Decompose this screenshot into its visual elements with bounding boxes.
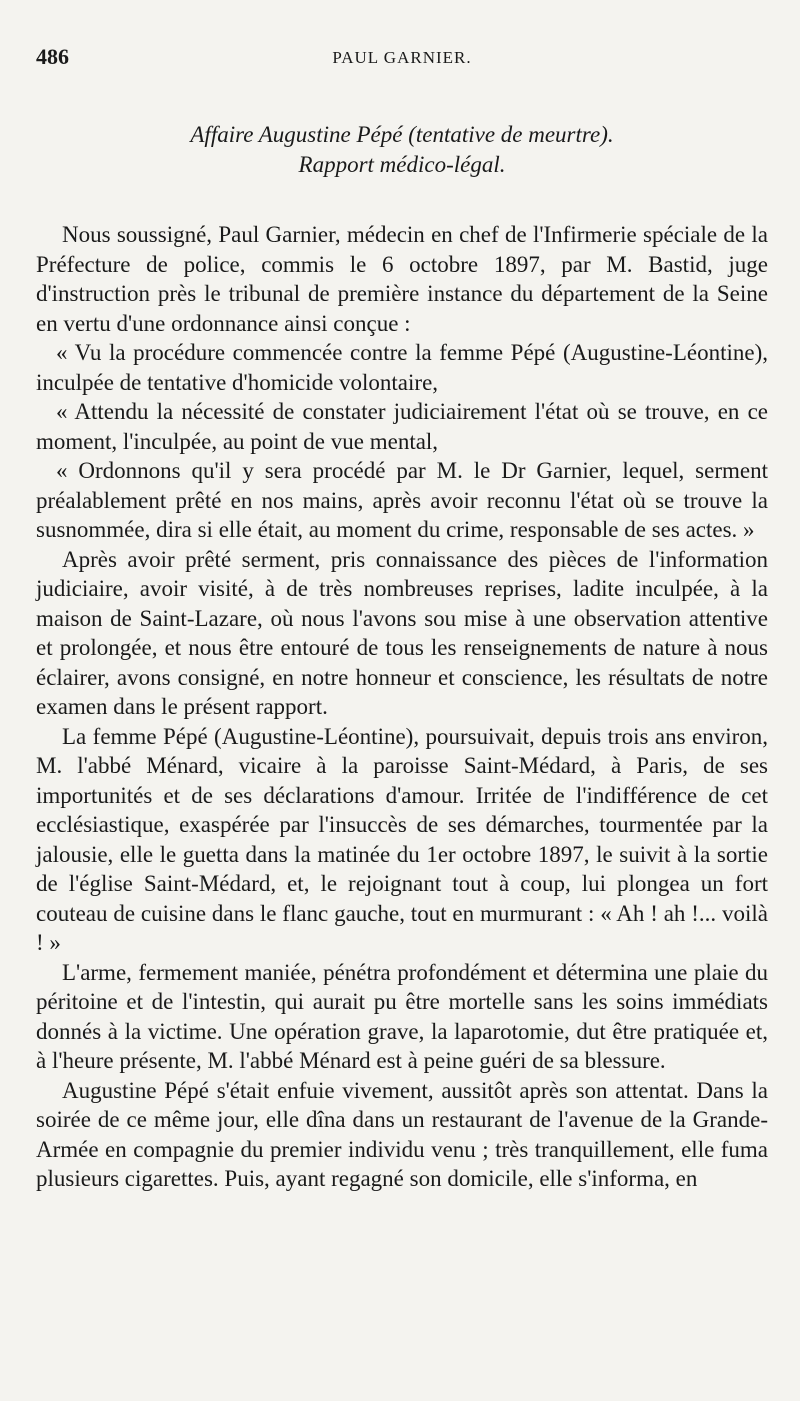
- body-text: [36, 220, 768, 1194]
- page-number: 486: [36, 44, 69, 69]
- quote-paragraph: « Vu la procédure commencée contre la femme Pépé (Augustine-Léontine), inculpée de tentative d'homicide volontaire,: [36, 340, 768, 395]
- paragraph: L'arme, fermement maniée, pénétra profondément et détermina une plaie du péritoine et de l'intestin, qui aurait pu être mortelle sans les soins immédiats donnés à la victime. Une opération grave, la laparotomie, dut être pratiquée et, à l'heure présente, M. l'abbé Ménard est à peine guéri de sa blessure.: [36, 959, 768, 1073]
- quote-paragraph: « Ordonnons qu'il y sera procédé par M. le Dr Garnier, lequel, serment préalablement prêté en nos mains, après avoir reconnu l'état où se trouve la susnommée, dira si elle était, au moment du crime, responsable de ses actes. »: [36, 458, 768, 542]
- paragraph: Après avoir prêté serment, pris connaissance des pièces de l'information judiciaire, avoir visité, à de très nombreuses reprises, ladite inculpée, à la maison de Saint-Lazare, où nous l'avons sou mise à une observation attentive et prolongée, et nous être entouré de tous les renseignements de nature à nous éclairer, avons consigné, en notre honneur et conscience, les résultats de notre examen dans le présent rapport.: [36, 546, 768, 719]
- report-title: [36, 120, 768, 180]
- paragraph: La femme Pépé (Augustine-Léontine), poursuivait, depuis trois ans environ, M. l'abbé Ménard, vicaire à la paroisse Saint-Médard, à Paris, de ses importunités et de ses déclarations d'amour. Irritée de l'indifférence de cet ecclésiastique, exaspérée par l'insuccès de ses démarches, tourmentée par la jalousie, elle le guetta dans la matinée du 1er octobre 1897, le suivit à la sortie de l'église Saint-Médard, et, le rejoignant tout à coup, lui plongea un fort couteau de cuisine dans le flanc gauche, tout en murmurant : « Ah ! ah !... voilà ! »: [36, 723, 768, 955]
- report-title-line-2: Rapport médico-légal.: [298, 152, 506, 177]
- quote-paragraph: « Attendu la nécessité de constater judiciairement l'état où se trouve, en ce moment, l'inculpée, au point de vue mental,: [36, 399, 768, 454]
- report-title-line-1: Affaire Augustine Pépé (tentative de meurtre).: [190, 122, 614, 147]
- paragraph: Augustine Pépé s'était enfuie vivement, aussitôt après son attentat. Dans la soirée de ce même jour, elle dîna dans un restaurant de l'avenue de la Grande-Armée en compagnie du premier individu venu ; très tranquillement, elle fuma plusieurs cigarettes. Puis, ayant regagné son domicile, elle s'informa, en: [36, 1077, 768, 1191]
- paragraph: Nous soussigné, Paul Garnier, médecin en chef de l'Infirmerie spéciale de la Préfecture de police, commis le 6 octobre 1897, par M. Bastid, juge d'instruction près le tribunal de première instance du département de la Seine en vertu d'une ordonnance ainsi conçue :: [36, 222, 768, 336]
- running-head: [36, 44, 768, 80]
- running-title: PAUL GARNIER.: [332, 48, 472, 67]
